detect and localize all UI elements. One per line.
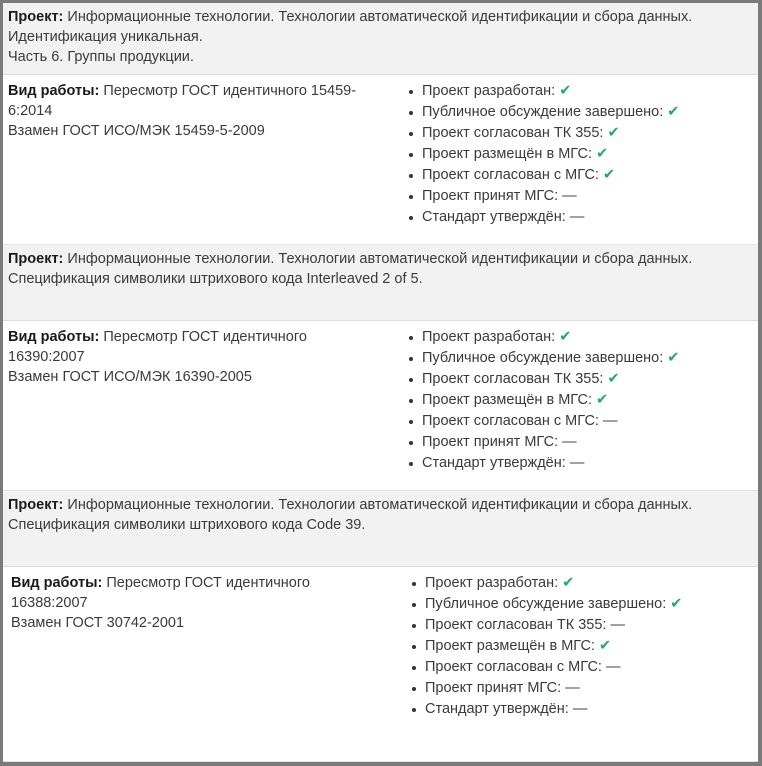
status-item [408,102,679,123]
status-item [408,432,679,453]
status-item [408,369,679,390]
project-header [3,245,758,321]
project-details-row [3,567,758,762]
check-icon: ✔ [559,329,572,345]
status-label: Стандарт утверждён: [425,701,569,717]
project-label: Проект: [8,9,64,25]
status-item [408,165,679,186]
status-label: Стандарт утверждён: [422,209,566,225]
work-info [8,81,363,141]
status-item [411,594,682,615]
status-list [408,81,679,228]
dash-icon: — [569,455,585,471]
status-label: Проект разработан: [422,329,556,345]
status-item [411,615,682,636]
dash-icon: — [562,434,577,450]
replaces-standard: Взамен ГОСТ ИСО/МЭК 15459-5-2009 [8,123,265,139]
status-item [408,453,679,474]
status-list [411,573,682,720]
status-item [408,411,679,432]
project-label: Проект: [8,497,64,513]
project-details-row [3,75,758,245]
check-icon: ✔ [562,575,575,591]
work-info [8,327,363,387]
dash-icon: — [602,413,618,429]
project-details-row [3,321,758,491]
status-label: Проект согласован с МГС: [425,659,602,675]
project-subtitle: Спецификация символики штрихового кода Interleaved 2 of 5. [8,271,423,287]
dash-icon: — [572,701,588,717]
check-icon: ✔ [667,104,680,120]
status-label: Проект согласован ТК 355: [422,371,604,387]
status-label: Проект согласован ТК 355: [422,125,604,141]
status-item [408,327,679,348]
work-label: Вид работы: [8,83,100,99]
status-label: Проект принят МГС: [422,434,559,450]
check-icon: ✔ [607,125,620,141]
work-label: Вид работы: [8,329,100,345]
work-label: Вид работы: [11,575,103,591]
status-label: Публичное обсуждение завершено: [422,350,664,366]
status-label: Публичное обсуждение завершено: [422,104,664,120]
status-label: Проект согласован с МГС: [422,413,599,429]
check-icon: ✔ [596,392,609,408]
dash-icon: — [610,617,625,633]
work-type: Пересмотр ГОСТ идентичного 16390:2007 [8,329,307,365]
status-item [408,81,679,102]
check-icon: ✔ [607,371,620,387]
status-label: Проект принят МГС: [425,680,562,696]
check-icon: ✔ [602,167,616,183]
status-label: Проект принят МГС: [422,188,559,204]
status-item [408,186,679,207]
status-label: Проект согласован ТК 355: [425,617,607,633]
status-item [408,390,679,411]
status-item [408,144,679,165]
status-item [408,348,679,369]
dash-icon: — [569,209,585,225]
dash-icon: — [605,659,621,675]
status-label: Проект разработан: [422,83,556,99]
replaces-standard: Взамен ГОСТ 30742-2001 [11,615,185,631]
project-title: Информационные технологии. Технологии автоматической идентификации и сбора данных. [67,497,693,513]
check-icon: ✔ [559,83,572,99]
status-item [411,699,682,720]
status-label: Проект разработан: [425,575,559,591]
status-label: Проект согласован с МГС: [422,167,599,183]
check-icon: ✔ [670,596,683,612]
check-icon: ✔ [596,146,609,162]
status-item [408,123,679,144]
status-item [411,573,682,594]
work-info [11,573,366,633]
check-icon: ✔ [667,350,680,366]
status-label: Проект размещён в МГС: [422,146,592,162]
project-label: Проект: [8,251,64,267]
project-header [3,491,758,567]
dash-icon: — [565,680,580,696]
status-item [411,678,682,699]
status-label: Проект размещён в МГС: [422,392,592,408]
status-item [408,207,679,228]
check-icon: ✔ [599,638,612,654]
status-item [411,657,682,678]
project-title: Информационные технологии. Технологии автоматической идентификации и сбора данных. Идентификация уникальная. [8,9,693,45]
status-item [411,636,682,657]
status-list [408,327,679,474]
dash-icon: — [562,188,577,204]
status-label: Проект размещён в МГС: [425,638,595,654]
project-subtitle: Спецификация символики штрихового кода Code 39. [8,517,366,533]
project-title: Информационные технологии. Технологии автоматической идентификации и сбора данных. [67,251,693,267]
project-subtitle: Часть 6. Группы продукции. [8,49,194,65]
work-type: Пересмотр ГОСТ идентичного 16388:2007 [11,575,310,611]
work-type: Пересмотр ГОСТ идентичного 15459-6:2014 [8,83,357,119]
replaces-standard: Взамен ГОСТ ИСО/МЭК 16390-2005 [8,369,252,385]
status-label: Стандарт утверждён: [422,455,566,471]
project-header [3,3,758,75]
status-label: Публичное обсуждение завершено: [425,596,667,612]
